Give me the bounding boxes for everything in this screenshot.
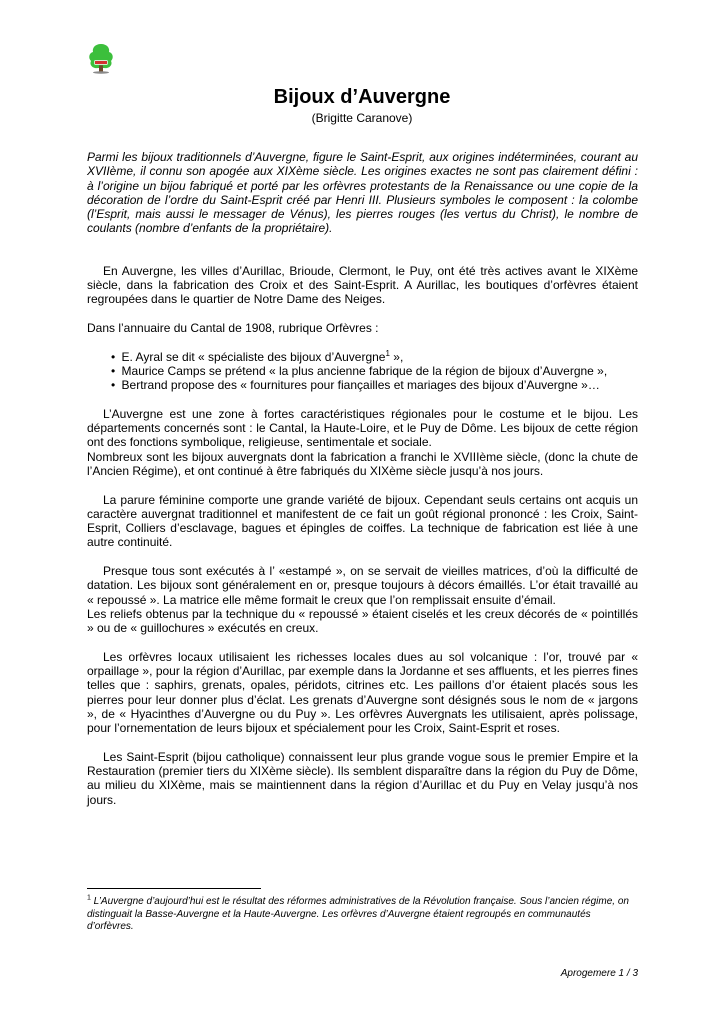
paragraph-zone: L’Auvergne est une zone à fortes caractéristiques régionales pour le costume et le bijou. Les départements concernés sont : le Cantal, la Haute-Loire, et le Puy de Dôme. Les bijoux de cette région ont des fonctions symbolique, religieuse, sentimentale et sociale. (87, 406, 638, 450)
list-item (111, 350, 638, 364)
document-body (87, 150, 638, 821)
paragraph-estampe: Presque tous sont exécutés à l’ «estampé », on se servait de vieilles matrices, d’où la difficulté de datation. Les bijoux sont généralement en or, presque toujours à décors émaillés. L’or était travaillé au « repoussé ». La matrice elle même formait le creux que l’on remplissait ensuite d’émail. (87, 564, 638, 607)
list-item-text-end: », (389, 349, 404, 364)
paragraph-reliefs: Les reliefs obtenus par la technique du « repoussé » étaient ciselés et les creux décorés de « pointillés » ou de « guillochures » exécutés en creux. (87, 606, 638, 636)
paragraph-villes: En Auvergne, les villes d’Aurillac, Brioude, Clermont, le Puy, ont été très actives avant le XIXème siècle, dans la fabrication des Croix et des Saint-Esprit. A Aurillac, les boutiques d’orfèvres étaient regroupées dans le quartier de Notre Dame des Neiges. (87, 263, 638, 307)
author: (Brigitte Caranove) (311, 111, 413, 125)
intro-paragraph: Parmi les bijoux traditionnels d’Auvergne, figure le Saint-Esprit, aux origines indéterminées, courant au XVIIème, il connu son apogée aux XIXème siècle. Les origines exactes ne sont pas clairement défini : à l’origine un bijou fabriqué et porté par les orfèvres protestants de la Renaissance ou une copie de la décoration de l’ordre du Saint-Esprit créé par Henri III. Plusieurs symboles le composent : la colombe (l’Esprit, mais aussi le messager de Vénus), les pierres rouges (les vertus du Christ), le nombre de coulants (nombre d’enfants de la propriétaire). (87, 150, 638, 236)
footnote-ref[interactable]: 1 (385, 348, 390, 358)
bullet: • (111, 378, 116, 393)
bullet: • (111, 363, 116, 378)
paragraph-orfevres-locaux: Les orfèvres locaux utilisaient les richesses locales dues au sol volcanique : l’or, trouvé par « orpaillage », pour la région d’Aurillac, par exemple dans la Jordanne et ses affluents, et les pierres fines telles que : saphirs, grenats, opales, péridots, citrines etc. Les paillons d’or étaient placés sous les pierres pour leur donner plus d’éclat. Les grenats d’Auvergne sont désignés sous le nom de « jargons », de « Hyacinthes d’Auvergne ou du Puy ». Les orfèvres Auvergnats les utilisaient, après polissage, pour l’ornementation de leurs bijoux et spécialement pour les Croix, Saint-Esprit et roses. (87, 649, 638, 736)
list-item (111, 364, 638, 378)
bullet: • (111, 349, 116, 364)
footnote-separator (87, 888, 261, 889)
paragraph-parure: La parure féminine comporte une grande variété de bijoux. Cependant seuls certains ont acquis un caractère auvergnat traditionnel et manifestent de ce fait un goût régional prononcé : les Croix, Saint-Esprit, Colliers d’esclavage, bagues et épingles de coiffes. La technique de fabrication est liée à une autre continuité. (87, 492, 638, 550)
list-item-text: Bertrand propose des « fournitures pour fiançailles et mariages des bijoux d’Auvergne »… (121, 378, 600, 393)
list-item-text: Maurice Camps se prétend « la plus ancienne fabrique de la région de bijoux d’Auvergne », (121, 363, 608, 378)
tree-logo-icon (86, 42, 116, 74)
footnote-marker: 1 (87, 894, 91, 902)
list-item-text: E. Ayral se dit « spécialiste des bijoux d’Auvergne (121, 349, 386, 364)
page-title: Bijoux d’Auvergne (273, 86, 451, 108)
footnote-text: L’Auvergne d’aujourd’hui est le résultat des réformes administratives de la Révolution française. Sous l’ancien régime, on distinguait la Basse-Auvergne et la Haute-Auvergne. Les orfèvres d’Auvergne étaient regroupés en communautés d’orfèvres. (87, 896, 629, 932)
orfevres-list (87, 350, 638, 393)
paragraph-annuaire: Dans l’annuaire du Cantal de 1908, rubrique Orfèvres : (87, 320, 379, 335)
paragraph-nombreux: Nombreux sont les bijoux auvergnats dont la fabrication a franchi le XVIIIème siècle, (donc la chute de l’Ancien Régime), et ont continué à être fabriqués du XIXème siècle jusqu’à nos jours. (87, 449, 638, 478)
footnote (87, 896, 638, 934)
paragraph-saint-esprit: Les Saint-Esprit (bijou catholique) connaissent leur plus grande vogue sous le premier Empire et la Restauration (premier tiers du XIXème siècle). Ils semblent disparaître dans la région du Puy de Dôme, au milieu du XIXème, mais se maintiennent dans la région d’Aurillac et du Puy en Velay jusqu’à nos jours. (87, 749, 638, 807)
page-number: Aprogemere 1 / 3 (560, 968, 638, 979)
list-item (111, 378, 638, 392)
